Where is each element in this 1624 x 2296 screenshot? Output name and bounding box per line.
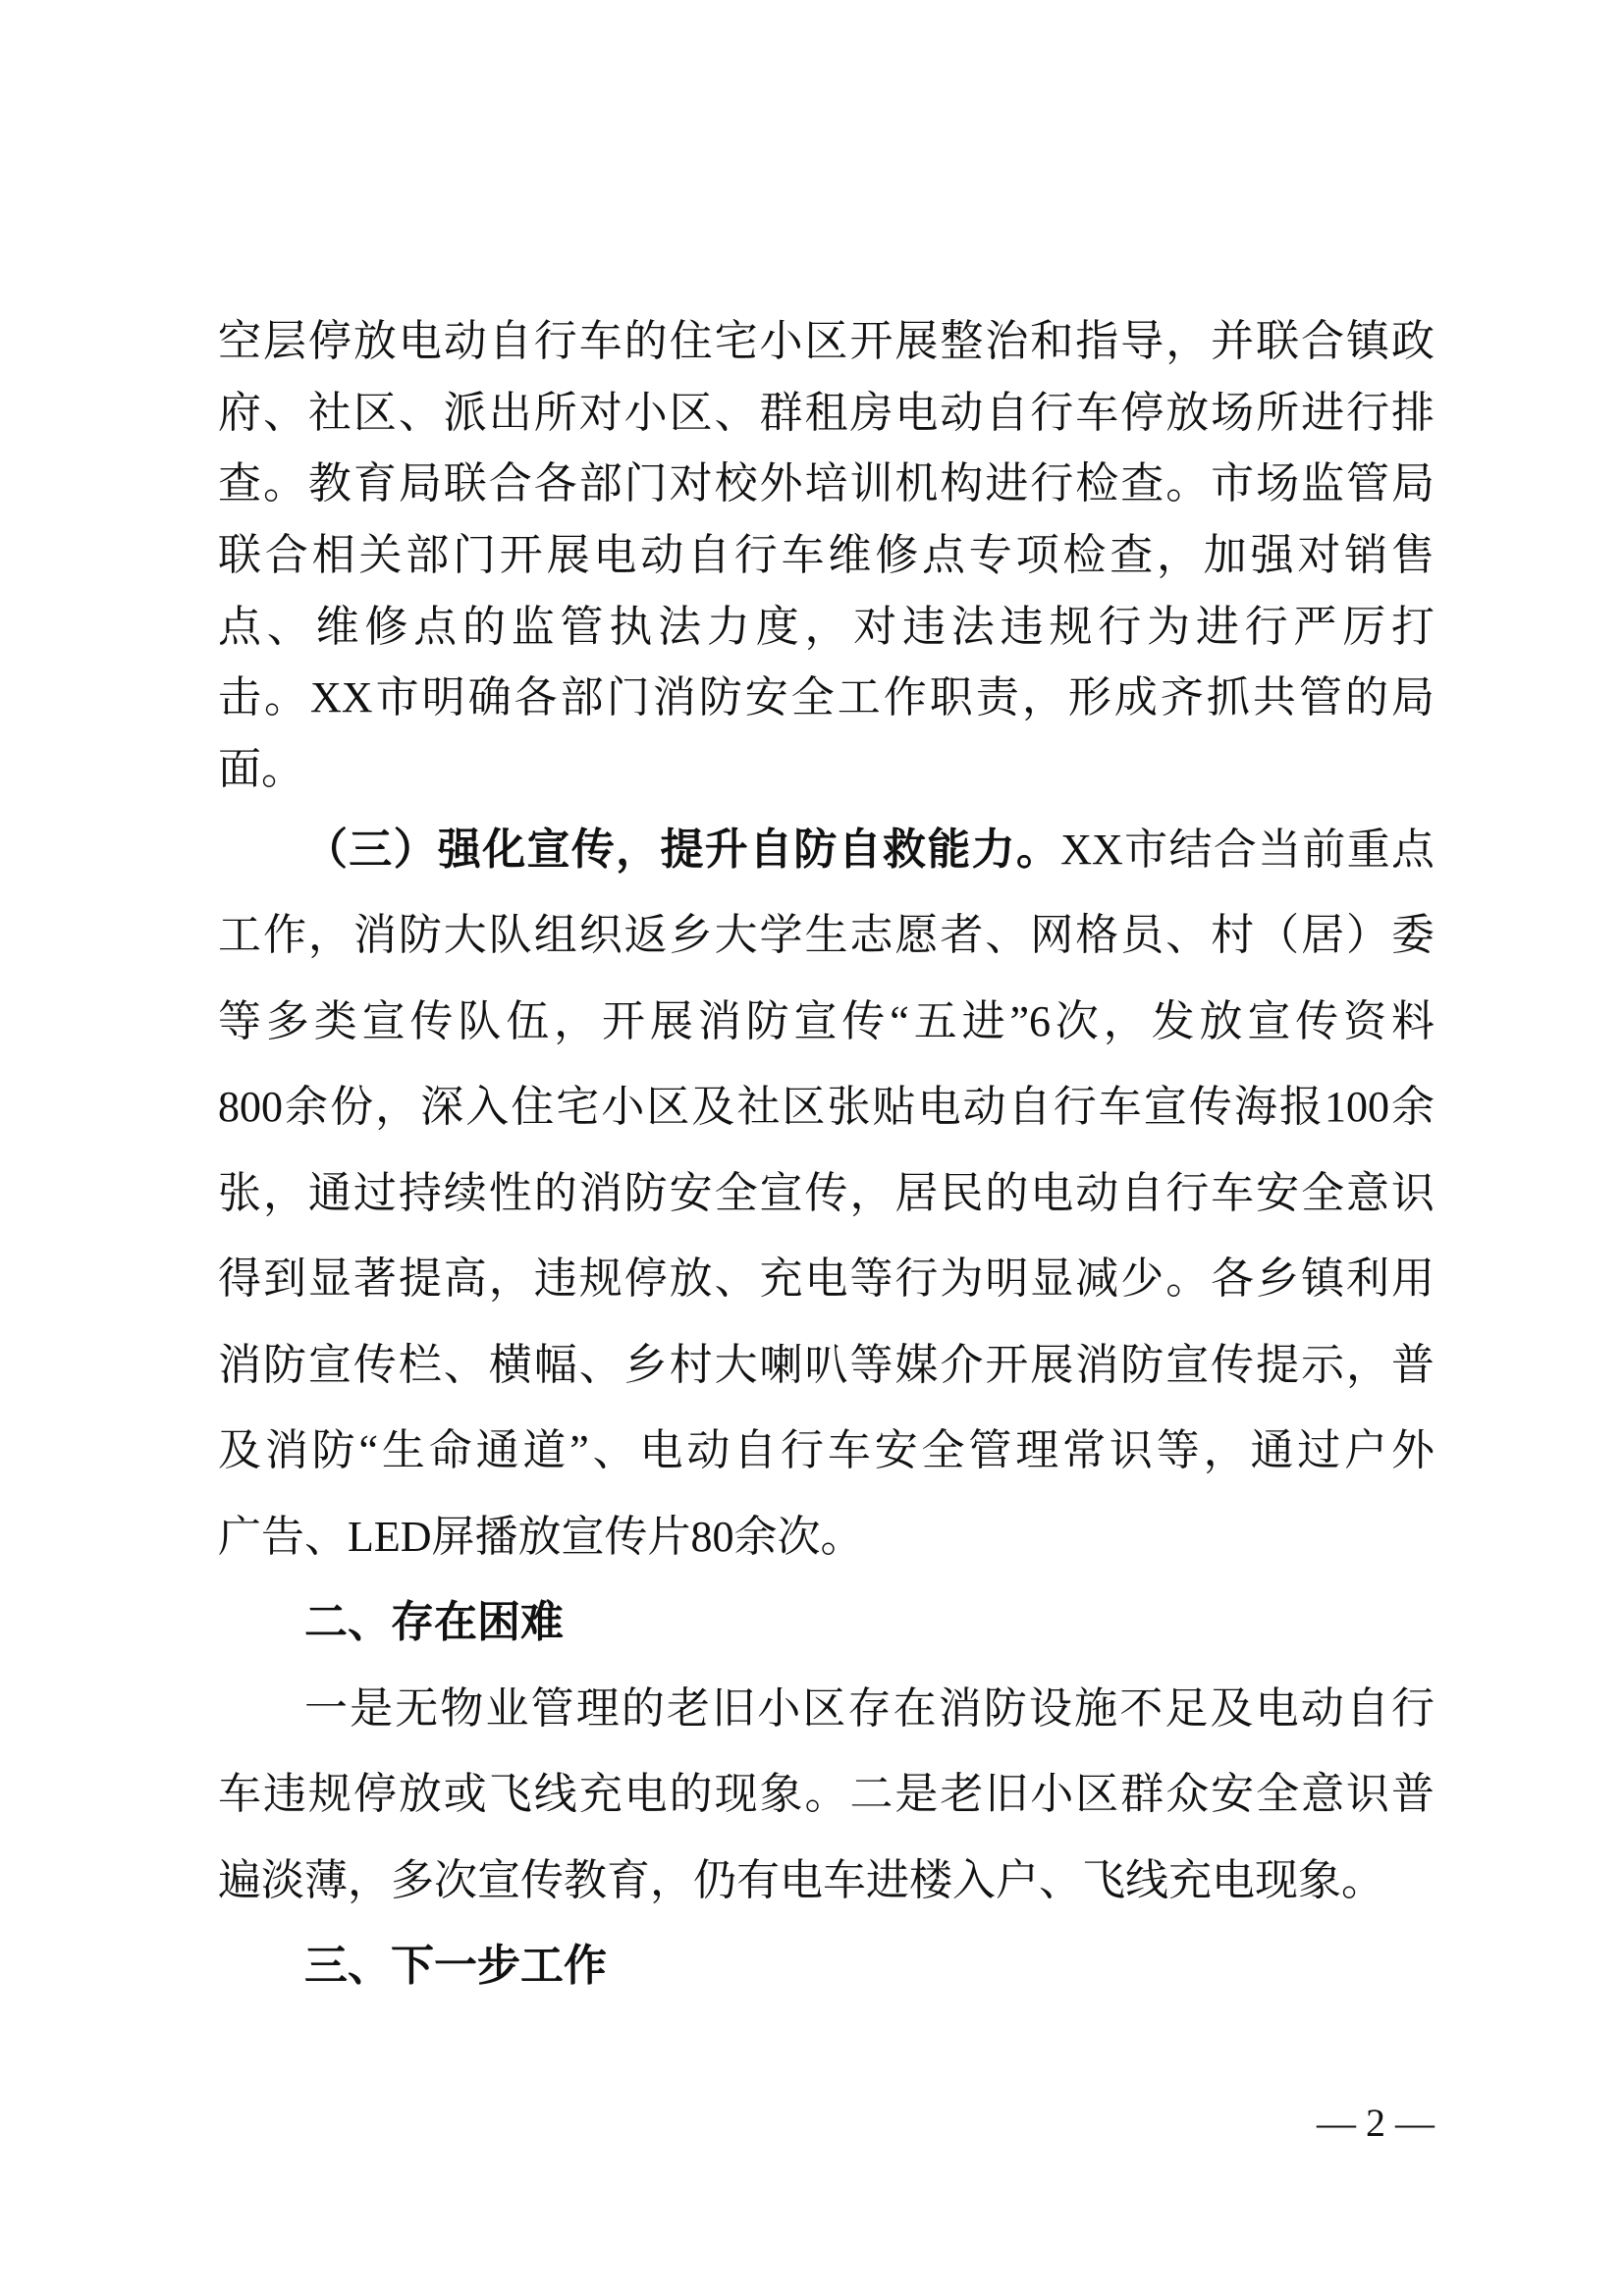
document-sections (218, 807, 1435, 2009)
section-heading-difficulties: 二、存在困难 (304, 1597, 564, 1648)
body-text-line: 联合相关部门开展电动自行车维修点专项检查，加强对销售 (218, 531, 1435, 580)
body-text-line: 查。教育局联合各部门对校外培训机构进行检查。市场监管局 (218, 459, 1435, 508)
body-text-line: 等多类宣传队伍，开展消防宣传“五进”6次，发放宣传资料 (218, 996, 1435, 1045)
body-text-line: 张，通过持续性的消防安全宣传，居民的电动自行车安全意识 (218, 1168, 1435, 1217)
paragraph-continued (218, 306, 1435, 806)
subsection-heading: （三）强化宣传，提升自防自救能力。 (304, 825, 1061, 874)
body-text-line: 面。 (218, 745, 304, 794)
body-text-line: 车违规停放或飞线充电的现象。二是老旧小区群众安全意识普 (218, 1770, 1435, 1819)
body-text-line: 一是无物业管理的老旧小区存在消防设施不足及电动自行 (304, 1683, 1435, 1733)
document-page-body (218, 306, 1435, 2009)
body-text-line: 800余份，深入住宅小区及社区张贴电动自行车宣传海报100余 (218, 1083, 1435, 1132)
body-text: XX市结合当前重点 (1060, 825, 1435, 874)
body-text-line: 点、维修点的监管执法力度，对违法违规行为进行严厉打 (218, 602, 1435, 651)
body-text-line: 广告、LED屏播放宣传片80余次。 (218, 1512, 864, 1561)
page-number: — 2 — (1317, 2101, 1435, 2145)
body-text-line: 击。XX市明确各部门消防安全工作职责，形成齐抓共管的局 (218, 673, 1435, 722)
body-text-line: 空层停放电动自行车的住宅小区开展整治和指导，并联合镇政 (218, 317, 1435, 365)
section-heading-next-steps: 三、下一步工作 (304, 1941, 607, 1992)
body-text-line: 消防宣传栏、横幅、乡村大喇叭等媒介开展消防宣传提示，普 (218, 1340, 1435, 1389)
body-text-line: 府、社区、派出所对小区、群租房电动自行车停放场所进行排 (218, 388, 1435, 437)
body-text-line: 得到显著提高，违规停放、充电等行为明显减少。各乡镇利用 (218, 1255, 1435, 1304)
body-text-line: 工作，消防大队组织返乡大学生志愿者、网格员、村（居）委 (218, 911, 1435, 960)
body-text-line: 遍淡薄，多次宣传教育，仍有电车进楼入户、飞线充电现象。 (218, 1855, 1384, 1904)
subsection-lead-line (218, 807, 1435, 893)
body-text-line: 及消防“生命通道”、电动自行车安全管理常识等，通过户外 (218, 1426, 1435, 1475)
